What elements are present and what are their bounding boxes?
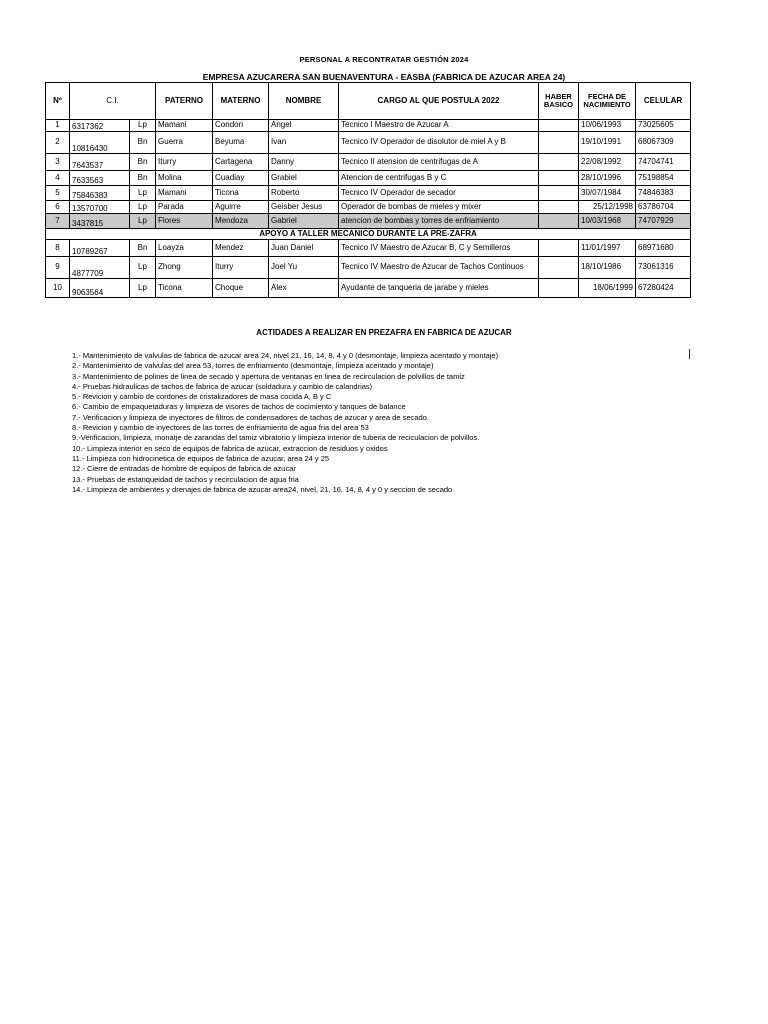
row-celular: 67280424 [636, 279, 691, 298]
row-haber [539, 186, 579, 201]
row-ci-ext: Bn [130, 154, 156, 171]
row-celular: 74846383 [636, 186, 691, 201]
row-number: 9 [46, 257, 70, 279]
row-ci: 6317362 [70, 120, 130, 132]
row-paterno: Mamani [156, 186, 213, 201]
row-materno: Choque [213, 279, 269, 298]
row-celular: 63786704 [636, 201, 691, 214]
row-paterno: Guerra [156, 132, 213, 154]
row-paterno: Molina [156, 171, 213, 186]
activity-item: 5.- Revicion y cambio de cordones de cristalizadores de masa cocida A, B y C [72, 392, 332, 402]
header-row [46, 83, 691, 120]
row-ci-ext: Lp [130, 279, 156, 298]
row-cargo: Tecnico II atension de centrifugas de A [339, 154, 539, 171]
row-haber [539, 279, 579, 298]
row-haber [539, 120, 579, 132]
col-cargo-header: CARGO AL QUE POSTULA 2022 [339, 83, 539, 120]
row-celular: 73025605 [636, 120, 691, 132]
activity-item: 13.- Pruebas de estanqueidad de tachos y recirculacion de agua fria [72, 474, 299, 484]
activity-item: 12.- Cierre de entradas de hombre de equipos de fabrica de azucar [72, 464, 296, 474]
row-cargo: Ayudante de tanqueria de jarabe y mieles [339, 279, 539, 298]
col-ci-header: C.I. [70, 83, 156, 120]
row-celular: 68971680 [636, 240, 691, 257]
row-number: 7 [46, 214, 70, 229]
row-ci: 10816430 [70, 132, 130, 154]
row-fecha: 28/10/1996 [579, 171, 636, 186]
row-celular: 68067309 [636, 132, 691, 154]
table-row [46, 171, 691, 186]
row-nombre: Angel [269, 120, 339, 132]
row-nombre: Grabiel [269, 171, 339, 186]
activity-item: 3.- Mantenimiento de polines de linea de secado y apertura de ventanas en linea de recirculacion de polvillos de tamiz [72, 371, 465, 381]
row-haber [539, 240, 579, 257]
activities-list [72, 351, 498, 495]
table-row [46, 240, 691, 257]
row-ci-ext: Lp [130, 120, 156, 132]
section-subheading: APOYO A TALLER MECANICO DURANTE LA PRE-ZAFRA [46, 229, 691, 240]
row-celular: 74707929 [636, 214, 691, 229]
row-number: 4 [46, 171, 70, 186]
row-ci: 9063564 [70, 279, 130, 298]
row-materno: Mendez [213, 240, 269, 257]
row-paterno: Zhong [156, 257, 213, 279]
row-nombre: Geisber Jesus [269, 201, 339, 214]
row-materno: Cuadiay [213, 171, 269, 186]
row-ci-ext: Lp [130, 201, 156, 214]
row-ci: 7643537 [70, 154, 130, 171]
row-cargo: Tecnico IV Operador de secador [339, 186, 539, 201]
row-ci-ext: Bn [130, 132, 156, 154]
row-number: 3 [46, 154, 70, 171]
row-materno: Mendoza [213, 214, 269, 229]
row-fecha: 10/03/1968 [579, 214, 636, 229]
row-paterno: Mamani [156, 120, 213, 132]
row-number: 10 [46, 279, 70, 298]
activity-item: 14.- Limpieza de ambientes y drenajes de fabrica de azucar area24, nivel, 21, 16, 14, 8, 4 y 0 y seccion de secado [72, 484, 453, 494]
company-title: EMPRESA AZUCARERA SAN BUENAVENTURA - EASBA (FABRICA DE AZUCAR AREA 24) [202, 72, 566, 82]
activity-item: 4.- Pruebas hidraulicas de tachos de fabrica de azucar (soldadura y cambio de calandrias) [72, 381, 373, 391]
row-nombre: Joel Yu [269, 257, 339, 279]
row-fecha: 22/08/1992 [579, 154, 636, 171]
activity-item: 6.- Cambio de empaquetaduras y limpieza de visores de tachos de cocimiento y tanques de balance [72, 402, 406, 412]
row-materno: Cartagena [213, 154, 269, 171]
row-haber [539, 201, 579, 214]
row-celular: 73061316 [636, 257, 691, 279]
row-fecha: 18/06/1999 [579, 279, 636, 298]
row-fecha: 11/01/1997 [579, 240, 636, 257]
col-haber-header: HABER BASICO [539, 83, 579, 120]
row-number: 1 [46, 120, 70, 132]
table-row [46, 257, 691, 279]
row-cargo: atencion de bombas y torres de enfriamiento [339, 214, 539, 229]
row-fecha: 10/06/1993 [579, 120, 636, 132]
table-row [46, 279, 691, 298]
row-paterno: Flores [156, 214, 213, 229]
col-celular-header: CELULAR [636, 83, 691, 120]
col-materno-header: MATERNO [213, 83, 269, 120]
row-ci-ext: Lp [130, 257, 156, 279]
row-ci: 4877709 [70, 257, 130, 279]
row-fecha: 25/12/1998 [579, 201, 636, 214]
row-nombre: Juan Daniel [269, 240, 339, 257]
row-ci-ext: Bn [130, 240, 156, 257]
row-materno: Ticona [213, 186, 269, 201]
col-fecha-header: FECHA DE NACIMIENTO [579, 83, 636, 120]
row-haber [539, 171, 579, 186]
row-paterno: Ticona [156, 279, 213, 298]
row-number: 6 [46, 201, 70, 214]
row-materno: Beyuma [213, 132, 269, 154]
col-paterno-header: PATERNO [156, 83, 213, 120]
row-materno: Iturry [213, 257, 269, 279]
personnel-body [46, 120, 691, 229]
activity-item: 8.- Revicion y cambio de inyectores de las torres de enfriamiento de agua fria del area 53 [72, 423, 369, 433]
row-number: 2 [46, 132, 70, 154]
row-ci-ext: Bn [130, 171, 156, 186]
row-number: 5 [46, 186, 70, 201]
row-ci: 3437815 [70, 214, 130, 229]
row-cargo: Atencion de centrifugas B y C [339, 171, 539, 186]
row-nombre: Roberto [269, 186, 339, 201]
table-row [46, 154, 691, 171]
table-row [46, 201, 691, 214]
activity-item: 7.- Verificacion y limpieza de inyectores de filtros de condensadores de tachos de azucar y area de secado. [72, 412, 429, 422]
personnel-table [45, 82, 691, 298]
row-ci-ext: Lp [130, 186, 156, 201]
row-nombre: Danny [269, 154, 339, 171]
row-cargo: Tecnico IV Maestro de Azucar B, C y Semilleros [339, 240, 539, 257]
document-heading: PERSONAL A RECONTRATAR GESTIÓN 2024 [299, 55, 469, 64]
activities-title: ACTIDADES A REALIZAR EN PREZAFRA EN FABRICA DE AZUCAR [256, 328, 512, 337]
row-ci: 10789267 [70, 240, 130, 257]
row-haber [539, 132, 579, 154]
row-cargo: Tecnico IV Maestro de Azucar de Tachos Continuos [339, 257, 539, 279]
table-row [46, 186, 691, 201]
row-haber [539, 214, 579, 229]
table-row [46, 132, 691, 154]
col-nombre-header: NOMBRE [269, 83, 339, 120]
row-ci: 75846383 [70, 186, 130, 201]
table-row [46, 214, 691, 229]
row-ci-ext: Lp [130, 214, 156, 229]
row-materno: Condori [213, 120, 269, 132]
row-fecha: 18/10/1986 [579, 257, 636, 279]
row-fecha: 30/07/1984 [579, 186, 636, 201]
activity-item: 9.-Verificacion, limpieza, monatje de zarandas del tamiz vibratorio y limpieza interior de tuberia de reciculacion de polvillos. [72, 433, 480, 443]
activity-item: 2.- Mantenimiento de valvulas del area 53, torres de enfriamiento (desmontaje, limpieza acentado y montaje) [72, 361, 434, 371]
row-celular: 75198854 [636, 171, 691, 186]
support-body [46, 240, 691, 298]
row-cargo: Operador de bombas de mieles y mixer [339, 201, 539, 214]
activity-item: 11.- Limpieza con hidrocinetica de equipos de fabrica de azucar, area 24 y 25 [72, 453, 330, 463]
text-cursor-mark [689, 349, 690, 359]
col-num-header: Nº [46, 83, 70, 120]
row-paterno: Loayza [156, 240, 213, 257]
row-number: 8 [46, 240, 70, 257]
row-materno: Aguirre [213, 201, 269, 214]
table-row [46, 120, 691, 132]
row-fecha: 19/10/1991 [579, 132, 636, 154]
activity-item: 10.- Limpieza interior en seco de equipos de fabrica de azucar, extraccion de residuos y oxidos [72, 443, 388, 453]
row-paterno: Parada [156, 201, 213, 214]
row-ci: 13570700 [70, 201, 130, 214]
row-nombre: Ivan [269, 132, 339, 154]
section-row [46, 229, 691, 240]
activity-item: 1.- Mantenimiento de valvulas de fabrica de azucar area 24, nivel 21, 16, 14, 8, 4 y 0 (desmontaje, limpieza acentado y montaje) [72, 351, 499, 360]
row-cargo: Tecnico I Maestro de Azucar A [339, 120, 539, 132]
row-nombre: Gabriel [269, 214, 339, 229]
row-nombre: Alex [269, 279, 339, 298]
row-paterno: Iturry [156, 154, 213, 171]
row-haber [539, 154, 579, 171]
row-haber [539, 257, 579, 279]
row-ci: 7633563 [70, 171, 130, 186]
row-celular: 74704741 [636, 154, 691, 171]
row-cargo: Tecnico IV Operador de disolutor de miel A y B [339, 132, 539, 154]
